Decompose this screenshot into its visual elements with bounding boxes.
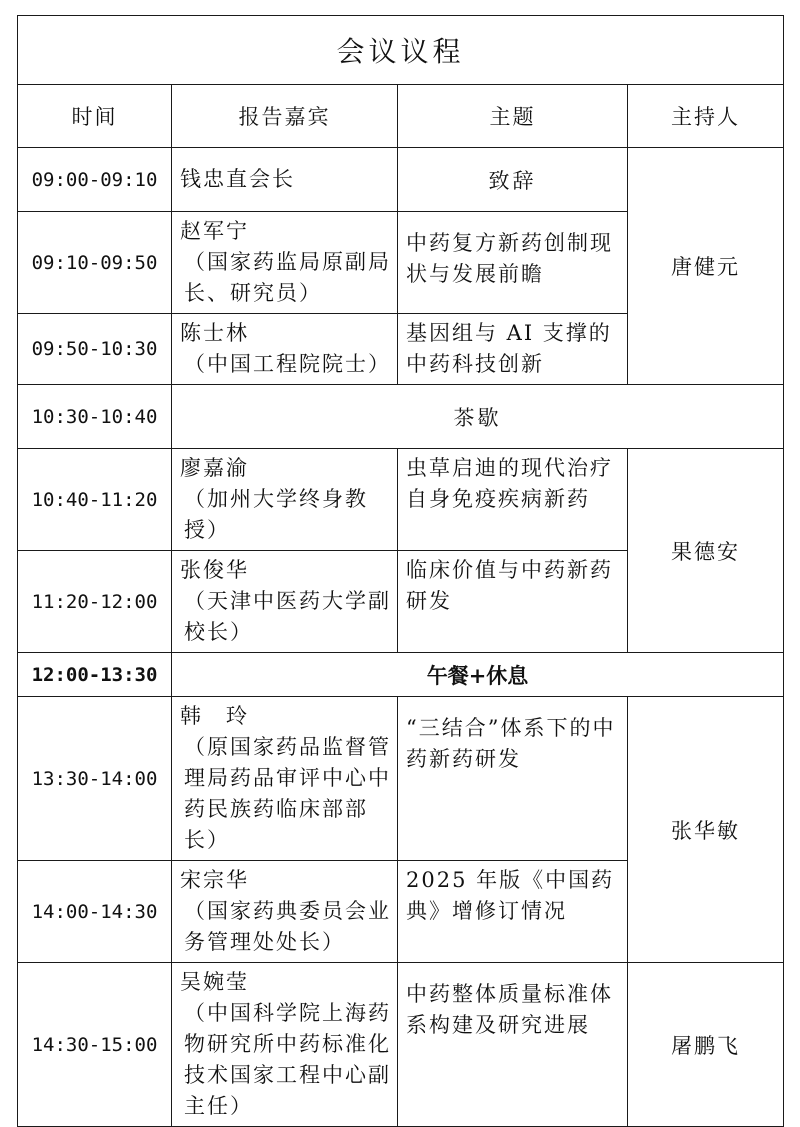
agenda-table	[17, 15, 784, 1127]
table-row	[18, 449, 784, 551]
speaker-name: 张俊华	[180, 558, 249, 582]
header-topic: 主题	[398, 85, 628, 148]
speaker-name: 陈士林	[180, 321, 249, 345]
speaker-name: 宋宗华	[180, 868, 249, 892]
table-row	[18, 148, 784, 212]
speaker-org: （天津中医药大学副校长）	[184, 589, 391, 644]
speaker-name: 吴婉莹	[180, 970, 249, 994]
topic-cell: “三结合”体系下的中药新药研发	[398, 697, 628, 861]
topic-cell: 中药整体质量标准体系构建及研究进展	[398, 963, 628, 1127]
topic-cell: 致辞	[398, 148, 628, 212]
topic-cell: 临床价值与中药新药研发	[398, 551, 628, 653]
speaker-name: 赵军宁	[180, 219, 249, 243]
time-cell: 09:50-10:30	[18, 314, 172, 385]
speaker-org: （中国科学院上海药物研究所中药标准化技术国家工程中心副主任）	[184, 1001, 391, 1118]
header-host: 主持人	[628, 85, 784, 148]
topic-cell: 2025 年版《中国药典》增修订情况	[398, 861, 628, 963]
topic-cell: 虫草启迪的现代治疗自身免疫疾病新药	[398, 449, 628, 551]
header-time: 时间	[18, 85, 172, 148]
topic-cell: 基因组与 AI 支撑的中药科技创新	[398, 314, 628, 385]
speaker-name: 廖嘉渝	[180, 456, 249, 480]
host-cell: 唐健元	[628, 148, 784, 385]
speaker-cell	[172, 551, 398, 653]
speaker-cell	[172, 697, 398, 861]
time-cell: 10:40-11:20	[18, 449, 172, 551]
host-cell: 果德安	[628, 449, 784, 653]
speaker-name: 钱忠直会长	[180, 167, 295, 191]
time-cell: 13:30-14:00	[18, 697, 172, 861]
topic-cell: 中药复方新药创制现状与发展前瞻	[398, 212, 628, 314]
speaker-org: （加州大学终身教授）	[184, 487, 368, 542]
header-row	[18, 85, 784, 148]
time-cell: 09:00-09:10	[18, 148, 172, 212]
time-cell: 14:30-15:00	[18, 963, 172, 1127]
table-row	[18, 963, 784, 1127]
time-cell: 14:00-14:30	[18, 861, 172, 963]
speaker-cell	[172, 148, 398, 212]
title-row	[18, 16, 784, 85]
header-speaker: 报告嘉宾	[172, 85, 398, 148]
page-title: 会议议程	[18, 16, 784, 85]
time-cell: 11:20-12:00	[18, 551, 172, 653]
speaker-org: （原国家药品监督管理局药品审评中心中药民族药临床部部长）	[184, 735, 391, 852]
speaker-cell	[172, 861, 398, 963]
speaker-cell	[172, 212, 398, 314]
speaker-cell	[172, 449, 398, 551]
host-cell: 张华敏	[628, 697, 784, 963]
table-row	[18, 653, 784, 697]
time-cell: 12:00-13:30	[18, 653, 172, 697]
speaker-org: （中国工程院院士）	[184, 352, 391, 376]
time-cell: 10:30-10:40	[18, 385, 172, 449]
speaker-cell	[172, 963, 398, 1127]
host-cell: 屠鹏飞	[628, 963, 784, 1127]
break-cell: 茶歇	[172, 385, 784, 449]
table-row	[18, 697, 784, 861]
break-cell: 午餐+休息	[172, 653, 784, 697]
speaker-cell	[172, 314, 398, 385]
speaker-org: （国家药典委员会业务管理处处长）	[184, 899, 391, 954]
time-cell: 09:10-09:50	[18, 212, 172, 314]
table-row	[18, 385, 784, 449]
speaker-org: （国家药监局原副局长、研究员）	[184, 250, 391, 305]
speaker-name: 韩 玲	[180, 704, 249, 728]
